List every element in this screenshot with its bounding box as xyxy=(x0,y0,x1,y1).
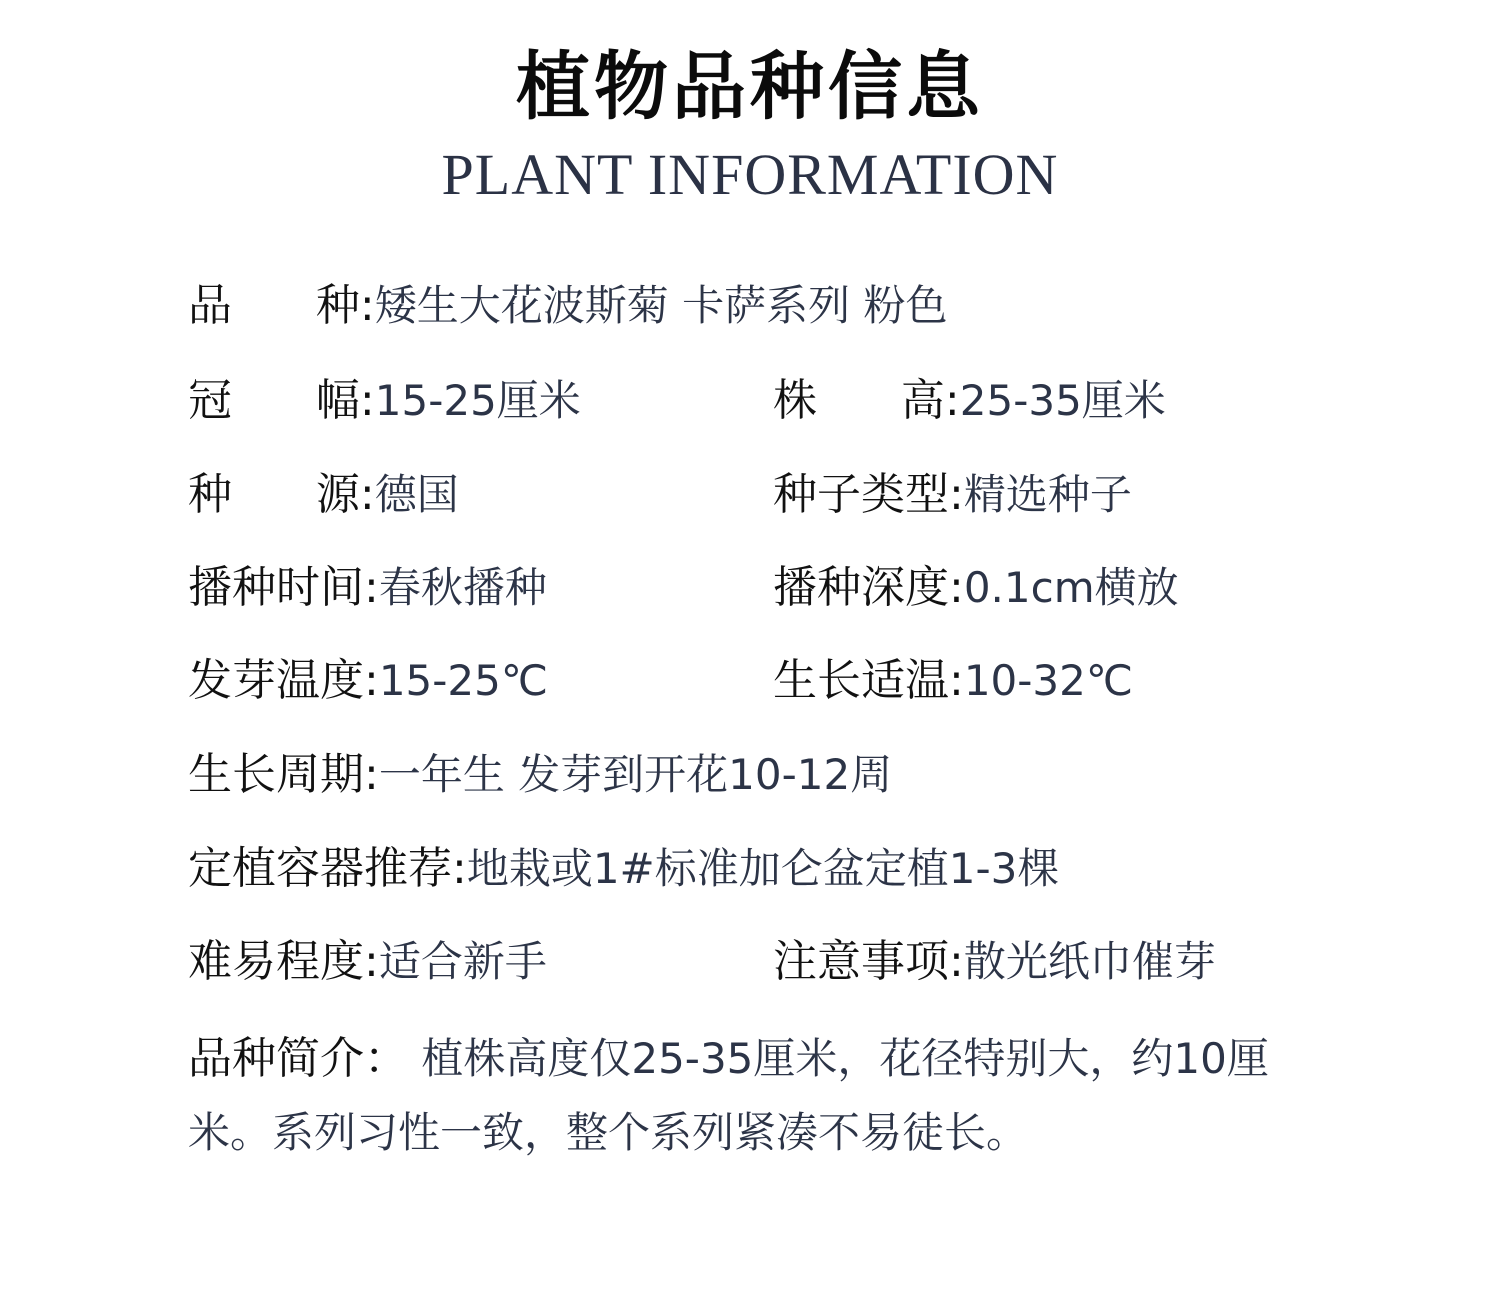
variety-value: 矮生大花波斯菊 卡萨系列 粉色 xyxy=(374,281,948,330)
page-subtitle: PLANT INFORMATION xyxy=(441,142,1059,207)
plant-height-label: 株 高: xyxy=(773,375,960,426)
difficulty-label: 难易程度: xyxy=(188,936,379,987)
variety-label: 品 种: xyxy=(188,280,375,331)
growth-cycle-value: 一年生 发芽到开花10-12周 xyxy=(378,750,893,799)
seed-type-value: 精选种子 xyxy=(963,470,1132,519)
difficulty-value: 适合新手 xyxy=(378,937,547,986)
seed-type-field xyxy=(773,465,1132,525)
growth-temp-value: 10-32℃ xyxy=(963,656,1134,705)
crown-width-label: 冠 幅: xyxy=(188,375,375,426)
variety-intro xyxy=(188,1022,1313,1170)
growth-temp-field xyxy=(773,651,1133,711)
germination-temp-value: 15-25℃ xyxy=(378,656,549,705)
intro-label: 品种简介： xyxy=(188,1033,408,1084)
plant-height-value: 25-35厘米 xyxy=(959,376,1166,425)
origin-label: 种 源: xyxy=(188,469,375,520)
growth-cycle-label: 生长周期: xyxy=(188,749,379,800)
page-title: 植物品种信息 xyxy=(516,44,984,130)
sowing-depth-value: 0.1cm横放 xyxy=(963,563,1179,612)
intro-text: 植株高度仅25-35厘米，花径特别大，约10厘米。系列习性一致，整个系列紧凑不易徒长。 xyxy=(188,1034,1269,1157)
container-field xyxy=(188,839,1059,899)
crown-width-value: 15-25厘米 xyxy=(374,376,581,425)
origin-value: 德国 xyxy=(374,470,459,519)
sowing-time-value: 春秋播种 xyxy=(378,563,547,612)
crown-width-field xyxy=(188,371,581,431)
germination-temp-field xyxy=(188,651,548,711)
container-label: 定植容器推荐: xyxy=(188,843,467,894)
germination-temp-label: 发芽温度: xyxy=(188,655,379,706)
sowing-depth-label: 播种深度: xyxy=(773,562,964,613)
variety-field xyxy=(188,276,947,336)
sowing-depth-field xyxy=(773,558,1179,618)
origin-field xyxy=(188,465,459,525)
sowing-time-label: 播种时间: xyxy=(188,562,379,613)
sowing-time-field xyxy=(188,558,547,618)
notes-value: 散光纸巾催芽 xyxy=(963,937,1216,986)
difficulty-field xyxy=(188,932,547,992)
growth-temp-label: 生长适温: xyxy=(773,655,964,706)
notes-field xyxy=(773,932,1216,992)
notes-label: 注意事项: xyxy=(773,936,964,987)
seed-type-label: 种子类型: xyxy=(773,469,964,520)
container-value: 地栽或1#标准加仑盆定植1-3棵 xyxy=(466,844,1060,893)
growth-cycle-field xyxy=(188,745,892,805)
plant-height-field xyxy=(773,371,1166,431)
